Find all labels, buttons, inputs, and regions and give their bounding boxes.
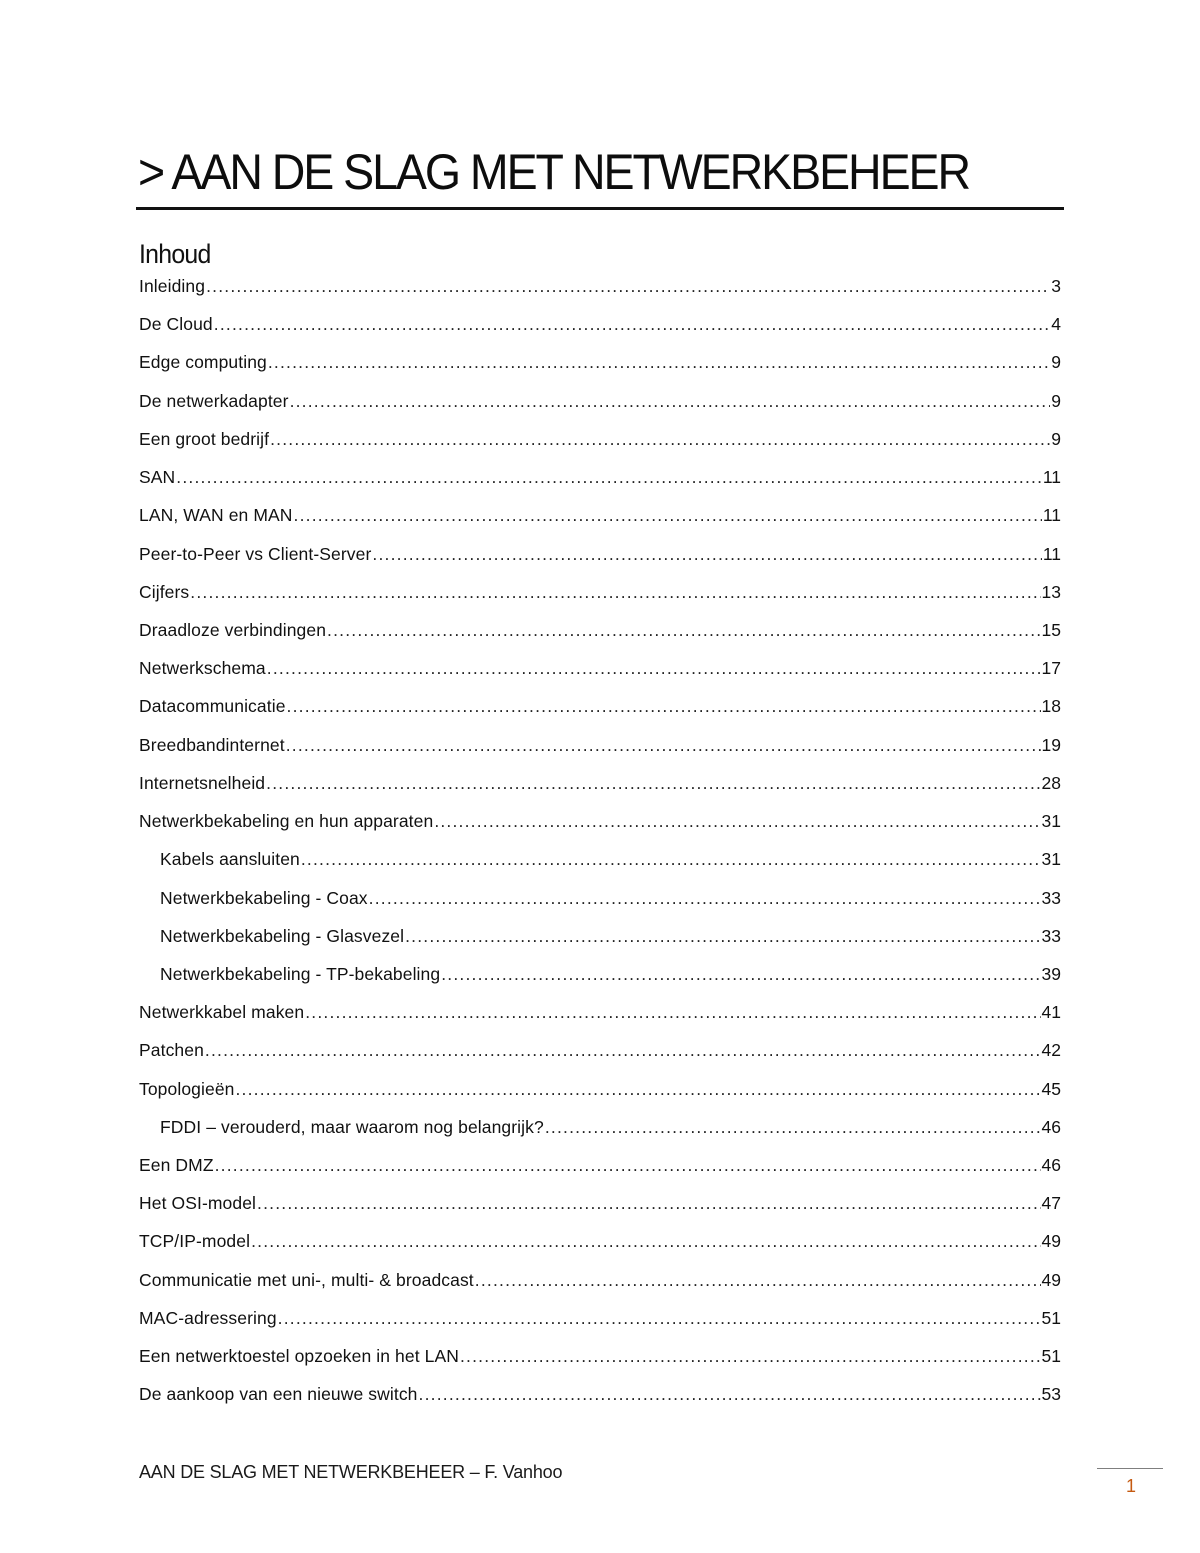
toc-entry-page-number: 3	[1051, 276, 1061, 296]
toc-entry-label: Edge computing	[139, 352, 267, 373]
toc-dot-leader	[236, 1077, 1041, 1101]
toc-entry-label: Een groot bedrijf	[139, 428, 270, 449]
toc-entry-page-number: 46	[1041, 1155, 1061, 1176]
toc-dot-leader	[419, 1382, 1041, 1406]
toc-entry-label: Een netwerktoestel opzoeken in het LAN	[139, 1346, 459, 1367]
toc-entry-page-number: 15	[1041, 619, 1061, 640]
toc-entry-page-number: 17	[1041, 658, 1061, 679]
toc-entry-label: Cijfers	[139, 581, 190, 602]
toc-dot-leader	[301, 847, 1041, 871]
toc-entry-label: De netwerkadapter	[139, 390, 289, 411]
toc-entry[interactable]	[139, 1268, 1061, 1306]
toc-entry-label: Netwerkbekabeling - TP-bekabeling	[160, 963, 441, 984]
toc-entry-page-number: 51	[1041, 1307, 1061, 1328]
toc-entry-page-number: 18	[1041, 696, 1061, 717]
toc-dot-leader	[206, 274, 1050, 298]
toc-entry-page-number: 4	[1051, 314, 1061, 335]
toc-entry-page-number: 42	[1041, 1040, 1061, 1061]
toc-entry-page-number: 19	[1041, 734, 1061, 755]
toc-entry[interactable]	[139, 274, 1061, 312]
toc-entry[interactable]	[139, 1229, 1061, 1267]
toc-entry-page-number: 33	[1041, 887, 1061, 908]
toc-dot-leader	[405, 924, 1040, 948]
toc-entry-page-number: 49	[1041, 1269, 1061, 1290]
toc-dot-leader	[257, 1191, 1040, 1215]
toc-entry-label: Netwerkbekabeling - Glasvezel	[160, 925, 405, 946]
toc-entry[interactable]	[139, 1000, 1061, 1038]
toc-entry[interactable]	[139, 847, 1061, 885]
toc-entry[interactable]	[139, 1191, 1061, 1229]
toc-dot-leader	[305, 1000, 1040, 1024]
toc-entry-label: Netwerkbekabeling en hun apparaten	[139, 811, 434, 832]
toc-entry-label: Netwerkschema	[139, 658, 266, 679]
toc-dot-leader	[290, 389, 1051, 413]
toc-dot-leader	[294, 503, 1042, 527]
toc-dot-leader	[205, 1038, 1041, 1062]
toc-entry-label: Netwerkkabel maken	[139, 1002, 305, 1023]
toc-entry-label: Het OSI-model	[139, 1193, 257, 1214]
toc-entry-page-number: 33	[1041, 925, 1061, 946]
toc-dot-leader	[268, 350, 1050, 374]
toc-entry[interactable]	[139, 389, 1061, 427]
toc-entry-label: De Cloud	[139, 314, 213, 335]
toc-dot-leader	[287, 694, 1041, 718]
title-underline-rule	[136, 207, 1064, 210]
toc-dot-leader	[251, 1229, 1040, 1253]
toc-dot-leader	[434, 809, 1040, 833]
toc-entry[interactable]	[139, 656, 1061, 694]
toc-entry[interactable]	[139, 542, 1061, 580]
toc-entry-label: Breedbandinternet	[139, 734, 285, 755]
toc-entry[interactable]	[139, 771, 1061, 809]
toc-entry-label: Een DMZ	[139, 1155, 214, 1176]
toc-dot-leader	[190, 580, 1040, 604]
toc-entry-page-number: 53	[1041, 1384, 1061, 1405]
toc-entry-label: Draadloze verbindingen	[139, 619, 327, 640]
footer-text: AAN DE SLAG MET NETWERKBEHEER – F. Vanhoo	[139, 1462, 563, 1482]
toc-entry[interactable]	[139, 1077, 1061, 1115]
toc-dot-leader	[545, 1115, 1041, 1139]
toc-dot-leader	[475, 1268, 1041, 1292]
toc-dot-leader	[372, 542, 1041, 566]
toc-dot-leader	[270, 427, 1050, 451]
toc-entry-label: SAN	[139, 467, 176, 488]
toc-entry-page-number: 9	[1051, 428, 1061, 449]
toc-heading: Inhoud	[139, 239, 211, 269]
toc-entry[interactable]	[139, 1344, 1061, 1382]
toc-entry[interactable]	[139, 312, 1061, 350]
toc-entry-page-number: 9	[1051, 390, 1061, 411]
toc-entry-page-number: 31	[1041, 811, 1061, 832]
toc-entry-page-number: 39	[1041, 963, 1061, 984]
toc-entry[interactable]	[139, 1306, 1061, 1344]
toc-entry-label: Netwerkbekabeling - Coax	[160, 887, 368, 908]
toc-entry-page-number: 51	[1041, 1346, 1061, 1367]
toc-entry[interactable]	[139, 618, 1061, 656]
toc-dot-leader	[460, 1344, 1041, 1368]
toc-entry-label: Patchen	[139, 1040, 204, 1061]
toc-entry[interactable]	[139, 1038, 1061, 1076]
toc-entry[interactable]	[139, 1153, 1061, 1191]
toc-entry-label: Datacommunicatie	[139, 696, 286, 717]
toc-entry-label: Topologieën	[139, 1078, 235, 1099]
toc-entry-label: TCP/IP-model	[139, 1231, 251, 1252]
table-of-contents	[139, 274, 1061, 1421]
toc-entry-page-number: 11	[1042, 543, 1061, 564]
toc-dot-leader	[266, 771, 1040, 795]
toc-entry-label: Peer-to-Peer vs Client-Server	[139, 543, 372, 564]
toc-entry-page-number: 41	[1041, 1002, 1061, 1023]
toc-entry[interactable]	[139, 962, 1061, 1000]
toc-entry[interactable]	[139, 1382, 1061, 1420]
toc-dot-leader	[369, 886, 1041, 910]
page-number-rule	[1097, 1468, 1163, 1469]
toc-entry-page-number: 49	[1041, 1231, 1061, 1252]
toc-entry-page-number: 45	[1041, 1078, 1061, 1099]
toc-entry-page-number: 28	[1041, 772, 1061, 793]
toc-entry[interactable]	[139, 350, 1061, 388]
toc-entry[interactable]	[139, 924, 1061, 962]
toc-entry-label: Inleiding	[139, 276, 206, 296]
toc-dot-leader	[327, 618, 1040, 642]
toc-entry[interactable]	[139, 503, 1061, 541]
toc-entry[interactable]	[139, 733, 1061, 771]
toc-entry-page-number: 46	[1041, 1116, 1061, 1137]
toc-entry-label: De aankoop van een nieuwe switch	[139, 1384, 418, 1405]
toc-dot-leader	[215, 1153, 1041, 1177]
toc-entry[interactable]	[139, 465, 1061, 503]
toc-entry[interactable]	[139, 427, 1061, 465]
toc-entry-label: MAC-adressering	[139, 1307, 277, 1328]
toc-entry[interactable]	[139, 1115, 1061, 1153]
toc-entry-label: FDDI – verouderd, maar waarom nog belangrijk?	[160, 1116, 544, 1137]
document-title: > AAN DE SLAG MET NETWERKBEHEER	[138, 144, 970, 200]
toc-dot-leader	[176, 465, 1042, 489]
toc-entry-label: Kabels aansluiten	[160, 849, 300, 870]
toc-entry[interactable]	[139, 886, 1061, 924]
toc-dot-leader	[441, 962, 1040, 986]
toc-entry[interactable]	[139, 580, 1061, 618]
toc-entry-label: LAN, WAN en MAN	[139, 505, 293, 526]
toc-dot-leader	[214, 312, 1051, 336]
toc-entry-page-number: 9	[1051, 352, 1061, 373]
toc-entry-page-number: 11	[1042, 467, 1061, 488]
toc-entry[interactable]	[139, 809, 1061, 847]
toc-dot-leader	[286, 733, 1041, 757]
toc-entry-page-number: 11	[1042, 505, 1061, 526]
page-number: 1	[1125, 1476, 1136, 1496]
toc-entry-label: Internetsnelheid	[139, 772, 266, 793]
toc-dot-leader	[278, 1306, 1041, 1330]
toc-entry-page-number: 13	[1041, 581, 1061, 602]
toc-entry-label: Communicatie met uni-, multi- & broadcast	[139, 1269, 474, 1290]
toc-dot-leader	[267, 656, 1041, 680]
toc-entry-page-number: 31	[1041, 849, 1061, 870]
toc-entry[interactable]	[139, 694, 1061, 732]
toc-entry-page-number: 47	[1041, 1193, 1061, 1214]
